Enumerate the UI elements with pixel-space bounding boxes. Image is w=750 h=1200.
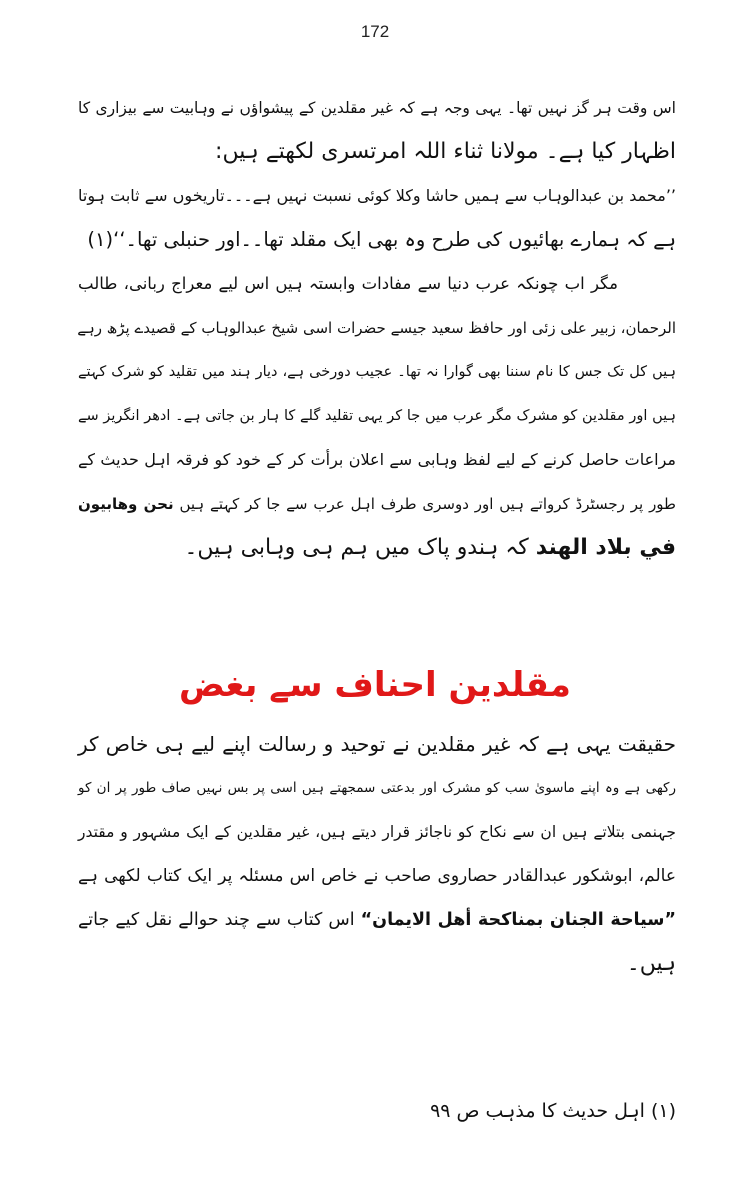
quote-line: ہے کہ ہمارے بھائیوں کی طرح وہ بھی ایک مقلد تھا۔۔اور حنبلی تھا۔‘‘(۱) [87, 228, 676, 251]
section-heading: مقلدین احناف سے بغض [179, 665, 571, 705]
body-text-upper [78, 86, 676, 570]
paragraph-line: ہیں اور مقلدین کو مشرک مگر عرب میں جا کر یہی تقلید گلے کا ہار بن جاتی ہے۔ ادھر انگریز سے [78, 408, 676, 424]
body-text-lower [78, 722, 676, 986]
paragraph-line: جہنمی بتلاتے ہیں ان سے نکاح کو ناجائز قرار دیتے ہیں، غیر مقلدین کے ایک مشہور و مقتدر [78, 823, 676, 841]
footnote: (۱) اہل حدیث کا مذہب ص ۹۹ [430, 1100, 676, 1122]
paragraph-line: ہیں کل تک جس کا نام سننا بھی گوارا نہ تھا۔ عجیب دورخی ہے، دیار ہند میں تقلید کو شرک کہتے [78, 364, 676, 380]
paragraph-line [78, 482, 676, 526]
page-number: 172 [360, 22, 390, 41]
paragraph-line-text: اس کتاب سے چند حوالے نقل کیے جاتے [78, 910, 355, 930]
paragraph-line: حقیقت یہی ہے کہ غیر مقلدین نے توحید و رسالت اپنے لیے ہی خاص کر [78, 732, 676, 756]
paragraph-line-text: طور پر رجسٹرڈ کرواتے ہیں اور دوسری طرف اہل عرب سے جا کر کہتے ہیں [179, 495, 676, 513]
arabic-phrase: نحن وهابيون [78, 495, 174, 513]
paragraph-line: الرحمان، زبیر علی زئی اور حافظ سعید جیسے حضرات اسی شیخ عبدالوہاب کے قصیدے پڑھ رہے [77, 319, 676, 337]
paragraph-line: رکھی ہے وہ اپنے ماسویٰ سب کو مشرک اور بدعتی سمجھتے ہیں اسی پر بس نہیں صاف طور پر ان کو [78, 780, 676, 796]
paragraph-line: اس وقت ہر گز نہیں تھا۔ یہی وجہ ہے کہ غیر مقلدین کے پیشواؤں نے وہابیت سے بیزاری کا [78, 99, 676, 117]
arabic-phrase: في بلاد الهند [535, 535, 676, 560]
paragraph-line [78, 526, 676, 570]
paragraph-line: مگر اب چونکہ عرب دنیا سے مفادات وابستہ ہیں اس لیے معراج ربانی، طالب [78, 274, 618, 293]
paragraph-line: مراعات حاصل کرنے کے لیے لفظ وہابی سے اعلان برأت کر کے خود کو فرقہ اہل حدیث کے [78, 450, 676, 469]
book-title: ”سياحة الجنان بمناكحة أهل الايمان“ [360, 910, 676, 930]
quote-line: ’’محمد بن عبدالوہاب سے ہمیں حاشا وکلا کوئی نسبت نہیں ہے۔۔۔تاریخوں سے ثابت ہوتا [78, 186, 677, 205]
paragraph-line: عالم، ابوشکور عبدالقادر حصاروی صاحب نے خاص اس مسئلہ پر ایک کتاب لکھی ہے [78, 866, 676, 886]
paragraph-line [78, 898, 676, 942]
paragraph-line: ہیں۔ [626, 951, 676, 976]
paragraph-line: اظہار کیا ہے۔ مولانا ثناء اللہ امرتسری لکھتے ہیں: [215, 139, 676, 164]
paragraph-line-text: کہ ہندو پاک میں ہم ہی وہابی ہیں۔ [184, 535, 529, 560]
